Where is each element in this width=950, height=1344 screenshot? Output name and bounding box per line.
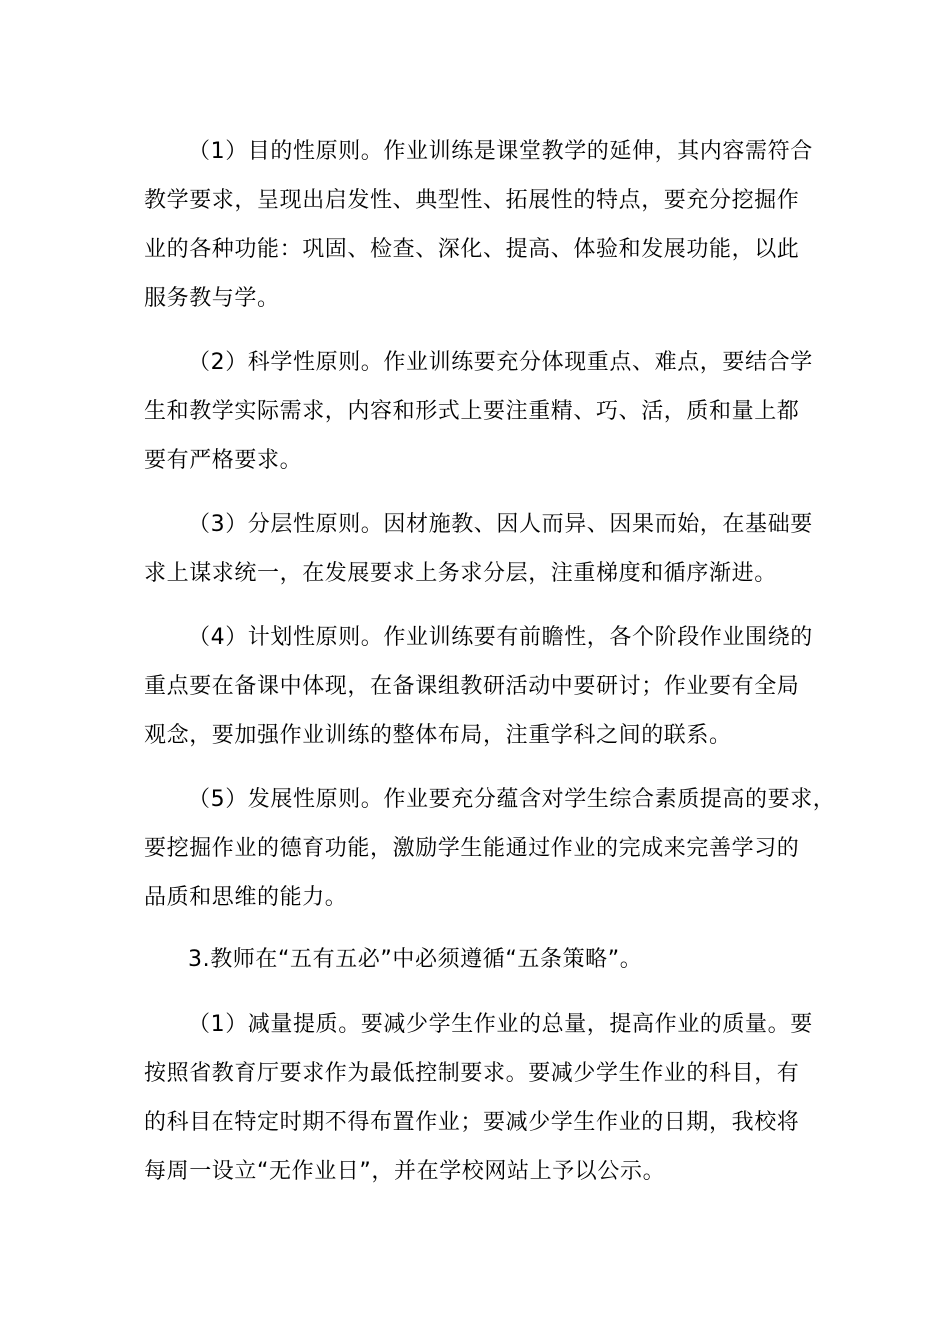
paragraph-2-line-2: 生和教学实际需求，内容和形式上要注重精、巧、活，质和量上都 — [144, 399, 800, 424]
paragraph-6-line-4: 每周一设立“无作业日”，并在学校网站上予以公示。 — [144, 1159, 666, 1184]
paragraph-6-line-2: 按照省教育厅要求作为最低控制要求。要减少学生作业的科目，有 — [144, 1061, 800, 1086]
paragraph-3-line-2: 求上谋求统一，在发展要求上务求分层，注重梯度和循序渐进。 — [144, 561, 777, 586]
paragraph-6-line-1: （1）减量提质。要减少学生作业的总量，提高作业的质量。要 — [188, 1012, 813, 1037]
paragraph-1-line-1: （1）目的性原则。作业训练是课堂教学的延伸，其内容需符合 — [188, 139, 813, 164]
paragraph-1-line-4: 服务教与学。 — [144, 286, 280, 311]
paragraph-4-line-1: （4）计划性原则。作业训练要有前瞻性，各个阶段作业围绕的 — [188, 625, 813, 650]
paragraph-5-line-3: 品质和思维的能力。 — [144, 885, 348, 910]
paragraph-6-line-3: 的科目在特定时期不得布置作业；要减少学生作业的日期，我校将 — [144, 1110, 800, 1135]
paragraph-2-line-1: （2）科学性原则。作业训练要充分体现重点、难点，要结合学 — [188, 350, 813, 375]
paragraph-3-line-1: （3）分层性原则。因材施教、因人而异、因果而始，在基础要 — [188, 512, 813, 537]
paragraph-4-line-3: 观念，要加强作业训练的整体布局，注重学科之间的联系。 — [144, 723, 732, 748]
paragraph-2-line-3: 要有严格要求。 — [144, 448, 303, 473]
paragraph-1-line-3: 业的各种功能：巩固、检查、深化、提高、体验和发展功能，以此 — [144, 237, 800, 262]
paragraph-4-line-2: 重点要在备课中体现，在备课组教研活动中要研讨；作业要有全局 — [144, 674, 800, 699]
paragraph-5-line-2: 要挖掘作业的德育功能，激励学生能通过作业的完成来完善学习的 — [144, 836, 800, 861]
paragraph-1-line-2: 教学要求，呈现出启发性、典型性、拓展性的特点，要充分挖掘作 — [144, 188, 800, 213]
paragraph-5-line-1: （5）发展性原则。作业要充分蕴含对学生综合素质提高的要求， — [188, 787, 836, 812]
section-heading-3: 3.教师在“五有五必”中必须遵循“五条策略”。 — [188, 947, 643, 972]
